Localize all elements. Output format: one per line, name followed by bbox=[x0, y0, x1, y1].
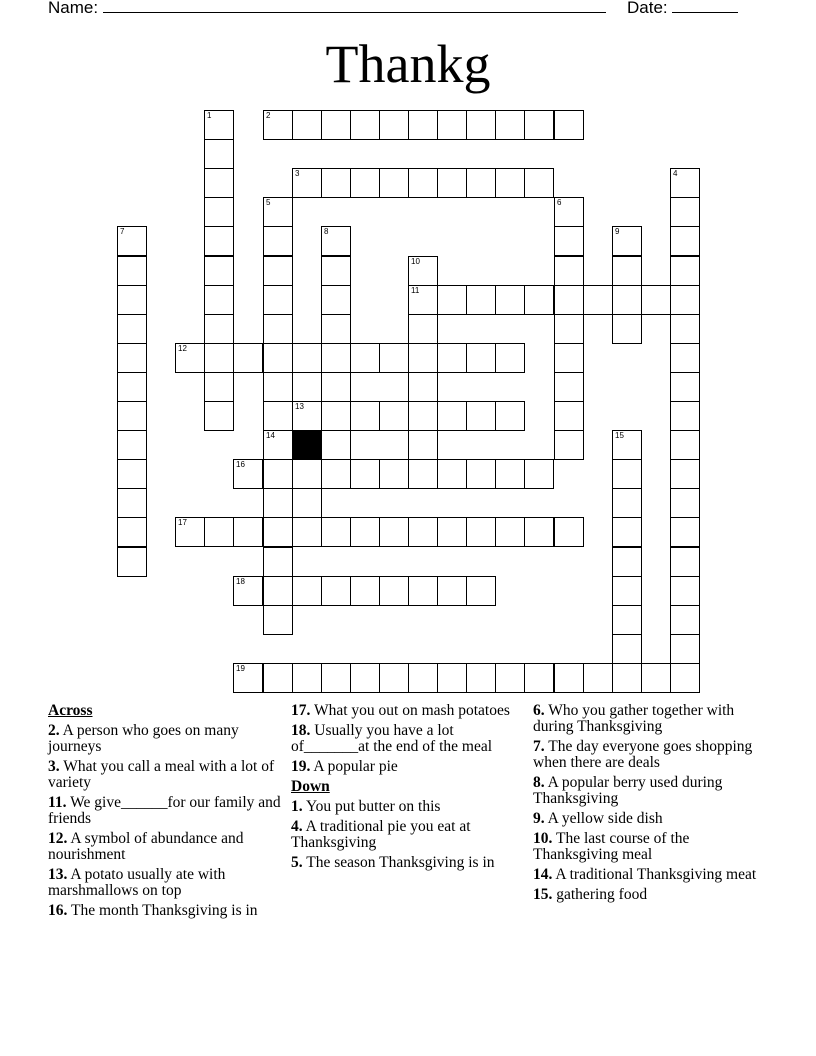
grid-cell[interactable] bbox=[612, 547, 642, 577]
grid-cell[interactable] bbox=[670, 605, 700, 635]
clue-down-7: 7. The day everyone goes shopping when there are deals bbox=[533, 738, 753, 771]
grid-cell[interactable] bbox=[233, 343, 263, 373]
grid-cell[interactable] bbox=[263, 663, 293, 693]
grid-cell[interactable] bbox=[204, 226, 234, 256]
grid-cell[interactable] bbox=[408, 663, 438, 693]
grid-cell[interactable] bbox=[670, 314, 700, 344]
grid-cell[interactable] bbox=[379, 663, 409, 693]
grid-cell[interactable] bbox=[670, 547, 700, 577]
grid-cell[interactable] bbox=[670, 372, 700, 402]
grid-cell[interactable] bbox=[292, 517, 322, 547]
grid-cell[interactable] bbox=[263, 314, 293, 344]
clue-number: 10 bbox=[411, 257, 420, 266]
grid-cell[interactable] bbox=[408, 285, 438, 315]
grid-cell[interactable] bbox=[466, 110, 496, 140]
clue-across-18: 18. Usually you have a lot of_______at the end of the meal bbox=[291, 722, 493, 755]
grid-cell[interactable] bbox=[670, 343, 700, 373]
grid-cell[interactable] bbox=[466, 285, 496, 315]
grid-cell[interactable] bbox=[321, 430, 351, 460]
grid-cell[interactable] bbox=[612, 285, 642, 315]
clue-down-6: 6. Who you gather together with during Thanksgiving bbox=[533, 702, 735, 735]
grid-cell[interactable] bbox=[263, 488, 293, 518]
grid-cell[interactable] bbox=[641, 285, 671, 315]
grid-cell[interactable] bbox=[117, 285, 147, 315]
grid-cell[interactable] bbox=[524, 110, 554, 140]
grid-cell[interactable] bbox=[233, 576, 263, 606]
clue-across-13: 13. A potato usually ate with marshmallows on top bbox=[48, 866, 226, 899]
grid-cell[interactable] bbox=[612, 459, 642, 489]
clue-down-5: 5. The season Thanksgiving is in bbox=[291, 854, 495, 871]
clue-number: 18 bbox=[236, 577, 245, 586]
grid-cell[interactable] bbox=[292, 343, 322, 373]
grid-cell[interactable] bbox=[292, 401, 322, 431]
clue-number: 5 bbox=[266, 198, 271, 207]
grid-cell[interactable] bbox=[437, 401, 467, 431]
grid-cell[interactable] bbox=[554, 256, 584, 286]
grid-cell[interactable] bbox=[263, 256, 293, 286]
grid-cell[interactable] bbox=[292, 663, 322, 693]
grid-cell[interactable] bbox=[670, 401, 700, 431]
grid-cell[interactable] bbox=[437, 343, 467, 373]
grid-cell[interactable] bbox=[321, 576, 351, 606]
grid-cell[interactable] bbox=[554, 314, 584, 344]
clue-number: 11 bbox=[411, 286, 420, 295]
grid-cell[interactable] bbox=[408, 314, 438, 344]
grid-cell[interactable] bbox=[524, 517, 554, 547]
grid-cell[interactable] bbox=[408, 401, 438, 431]
clue-number: 14 bbox=[266, 431, 275, 440]
grid-cell[interactable] bbox=[554, 343, 584, 373]
grid-cell[interactable] bbox=[641, 663, 671, 693]
grid-cell[interactable] bbox=[321, 663, 351, 693]
grid-cell[interactable] bbox=[670, 488, 700, 518]
grid-cell[interactable] bbox=[350, 459, 380, 489]
grid-cell[interactable] bbox=[321, 110, 351, 140]
clue-across-2: 2. A person who goes on many journeys bbox=[48, 722, 239, 755]
grid-cell[interactable] bbox=[495, 401, 525, 431]
grid-cell[interactable] bbox=[583, 285, 613, 315]
grid-cell[interactable] bbox=[263, 372, 293, 402]
grid-cell[interactable] bbox=[554, 401, 584, 431]
grid-cell[interactable] bbox=[263, 459, 293, 489]
date-label: Date: bbox=[627, 0, 668, 17]
grid-cell[interactable] bbox=[408, 168, 438, 198]
clue-across-19: 19. A popular pie bbox=[291, 758, 398, 775]
grid-cell[interactable] bbox=[495, 663, 525, 693]
grid-cell[interactable] bbox=[554, 285, 584, 315]
grid-cell[interactable] bbox=[670, 168, 700, 198]
clue-number: 2 bbox=[266, 111, 271, 120]
grid-cell[interactable] bbox=[263, 517, 293, 547]
down-heading: Down bbox=[291, 778, 330, 795]
grid-cell[interactable] bbox=[554, 226, 584, 256]
clue-across-17: 17. What you out on mash potatoes bbox=[291, 702, 510, 719]
grid-cell[interactable] bbox=[321, 517, 351, 547]
grid-cell[interactable] bbox=[408, 517, 438, 547]
grid-cell[interactable] bbox=[495, 168, 525, 198]
grid-cell[interactable] bbox=[612, 663, 642, 693]
clue-down-8: 8. A popular berry used during Thanksgiving bbox=[533, 774, 723, 807]
grid-cell[interactable] bbox=[670, 663, 700, 693]
grid-cell[interactable] bbox=[612, 226, 642, 256]
grid-cell[interactable] bbox=[495, 517, 525, 547]
clue-across-16: 16. The month Thanksgiving is in bbox=[48, 902, 258, 919]
grid-cell[interactable] bbox=[233, 663, 263, 693]
grid-cell[interactable] bbox=[117, 459, 147, 489]
grid-cell[interactable] bbox=[379, 168, 409, 198]
clue-across-12: 12. A symbol of abundance and nourishment bbox=[48, 830, 244, 863]
grid-cell[interactable] bbox=[670, 226, 700, 256]
grid-cell[interactable] bbox=[379, 517, 409, 547]
grid-cell[interactable] bbox=[350, 517, 380, 547]
grid-cell[interactable] bbox=[292, 488, 322, 518]
grid-cell[interactable] bbox=[612, 634, 642, 664]
grid-cell[interactable] bbox=[437, 517, 467, 547]
grid-cell[interactable] bbox=[612, 488, 642, 518]
grid-cell[interactable] bbox=[350, 110, 380, 140]
clue-number: 3 bbox=[295, 169, 300, 178]
grid-cell[interactable] bbox=[612, 256, 642, 286]
clues-column-3 bbox=[533, 703, 769, 907]
grid-cell[interactable] bbox=[379, 343, 409, 373]
grid-cell[interactable] bbox=[495, 110, 525, 140]
grid-cell[interactable] bbox=[175, 343, 205, 373]
grid-cell[interactable] bbox=[204, 343, 234, 373]
grid-cell[interactable] bbox=[117, 488, 147, 518]
grid-cell[interactable] bbox=[554, 372, 584, 402]
grid-cell[interactable] bbox=[437, 576, 467, 606]
grid-cell[interactable] bbox=[495, 459, 525, 489]
grid-cell[interactable] bbox=[670, 517, 700, 547]
grid-cell[interactable] bbox=[408, 372, 438, 402]
grid-cell[interactable] bbox=[321, 401, 351, 431]
grid-cell[interactable] bbox=[670, 197, 700, 227]
grid-cell[interactable] bbox=[350, 663, 380, 693]
grid-cell[interactable] bbox=[117, 256, 147, 286]
grid-cell[interactable] bbox=[437, 285, 467, 315]
grid-cell[interactable] bbox=[292, 576, 322, 606]
grid-cell[interactable] bbox=[554, 110, 584, 140]
clue-number: 1 bbox=[207, 111, 212, 120]
grid-cell[interactable] bbox=[233, 517, 263, 547]
grid-cell[interactable] bbox=[292, 459, 322, 489]
grid-cell[interactable] bbox=[350, 401, 380, 431]
clue-number: 17 bbox=[178, 518, 187, 527]
clue-across-11: 11. We give______for our family and friends bbox=[48, 794, 281, 827]
grid-cell[interactable] bbox=[408, 459, 438, 489]
grid-cell[interactable] bbox=[204, 401, 234, 431]
clue-number: 13 bbox=[295, 402, 304, 411]
grid-cell[interactable] bbox=[466, 576, 496, 606]
grid-cell[interactable] bbox=[437, 459, 467, 489]
grid-cell[interactable] bbox=[204, 139, 234, 169]
grid-cell[interactable] bbox=[117, 401, 147, 431]
clue-down-1: 1. You put butter on this bbox=[291, 798, 441, 815]
grid-cell[interactable] bbox=[117, 343, 147, 373]
grid-cell[interactable] bbox=[117, 314, 147, 344]
grid-cell[interactable] bbox=[524, 663, 554, 693]
grid-cell[interactable] bbox=[466, 401, 496, 431]
clue-number: 16 bbox=[236, 460, 245, 469]
grid-cell[interactable] bbox=[670, 285, 700, 315]
grid-cell[interactable] bbox=[263, 605, 293, 635]
grid-cell[interactable] bbox=[321, 226, 351, 256]
grid-cell[interactable] bbox=[466, 459, 496, 489]
grid-cell[interactable] bbox=[437, 168, 467, 198]
grid-cell[interactable] bbox=[524, 285, 554, 315]
clue-number: 12 bbox=[178, 344, 187, 353]
grid-cell[interactable] bbox=[670, 634, 700, 664]
clue-down-14: 14. A traditional Thanksgiving meat bbox=[533, 866, 757, 883]
grid-cell[interactable] bbox=[612, 576, 642, 606]
grid-cell[interactable] bbox=[583, 663, 613, 693]
grid-cell[interactable] bbox=[263, 547, 293, 577]
grid-cell[interactable] bbox=[263, 576, 293, 606]
clue-number: 6 bbox=[557, 198, 562, 207]
grid-cell[interactable] bbox=[204, 197, 234, 227]
grid-cell[interactable] bbox=[321, 168, 351, 198]
grid-cell[interactable] bbox=[670, 459, 700, 489]
black-cell bbox=[292, 430, 322, 460]
grid-cell[interactable] bbox=[117, 517, 147, 547]
grid-cell[interactable] bbox=[466, 663, 496, 693]
grid-cell[interactable] bbox=[263, 401, 293, 431]
clue-number: 9 bbox=[615, 227, 620, 236]
clues-column-1 bbox=[48, 703, 284, 923]
grid-cell[interactable] bbox=[321, 314, 351, 344]
grid-cell[interactable] bbox=[612, 314, 642, 344]
grid-cell[interactable] bbox=[321, 256, 351, 286]
across-heading: Across bbox=[48, 702, 93, 719]
grid-cell[interactable] bbox=[204, 110, 234, 140]
grid-cell[interactable] bbox=[263, 226, 293, 256]
grid-cell[interactable] bbox=[495, 343, 525, 373]
grid-cell[interactable] bbox=[117, 226, 147, 256]
grid-cell[interactable] bbox=[408, 430, 438, 460]
grid-cell[interactable] bbox=[350, 343, 380, 373]
grid-cell[interactable] bbox=[408, 576, 438, 606]
clue-across-3: 3. What you call a meal with a lot of variety bbox=[48, 758, 275, 791]
grid-cell[interactable] bbox=[379, 401, 409, 431]
grid-cell[interactable] bbox=[379, 576, 409, 606]
clue-number: 8 bbox=[324, 227, 329, 236]
grid-cell[interactable] bbox=[554, 430, 584, 460]
grid-cell[interactable] bbox=[612, 430, 642, 460]
grid-cell[interactable] bbox=[292, 168, 322, 198]
clue-down-10: 10. The last course of the Thanksgiving meal bbox=[533, 830, 690, 863]
grid-cell[interactable] bbox=[263, 430, 293, 460]
grid-cell[interactable] bbox=[670, 576, 700, 606]
grid-cell[interactable] bbox=[117, 372, 147, 402]
grid-cell[interactable] bbox=[321, 372, 351, 402]
grid-cell[interactable] bbox=[670, 430, 700, 460]
grid-cell[interactable] bbox=[321, 285, 351, 315]
grid-cell[interactable] bbox=[554, 663, 584, 693]
grid-cell[interactable] bbox=[204, 285, 234, 315]
grid-cell[interactable] bbox=[408, 110, 438, 140]
puzzle-title: Thankg bbox=[325, 34, 491, 94]
grid-cell[interactable] bbox=[379, 110, 409, 140]
grid-cell[interactable] bbox=[524, 168, 554, 198]
grid-cell[interactable] bbox=[263, 343, 293, 373]
grid-cell[interactable] bbox=[321, 459, 351, 489]
grid-cell[interactable] bbox=[204, 517, 234, 547]
grid-cell[interactable] bbox=[466, 168, 496, 198]
grid-cell[interactable] bbox=[204, 256, 234, 286]
clue-number: 15 bbox=[615, 431, 624, 440]
grid-cell[interactable] bbox=[437, 110, 467, 140]
grid-cell[interactable] bbox=[321, 343, 351, 373]
grid-cell[interactable] bbox=[437, 663, 467, 693]
grid-cell[interactable] bbox=[350, 168, 380, 198]
clue-down-4: 4. A traditional pie you eat at Thanksgiving bbox=[291, 818, 471, 851]
grid-cell[interactable] bbox=[233, 459, 263, 489]
grid-cell[interactable] bbox=[466, 343, 496, 373]
grid-cell[interactable] bbox=[554, 197, 584, 227]
grid-cell[interactable] bbox=[204, 314, 234, 344]
clue-number: 19 bbox=[236, 664, 245, 673]
grid-cell[interactable] bbox=[379, 459, 409, 489]
grid-cell[interactable] bbox=[263, 285, 293, 315]
grid-cell[interactable] bbox=[117, 430, 147, 460]
grid-cell[interactable] bbox=[175, 517, 205, 547]
clue-down-15: 15. gathering food bbox=[533, 886, 648, 903]
grid-cell[interactable] bbox=[524, 459, 554, 489]
clue-down-9: 9. A yellow side dish bbox=[533, 810, 663, 827]
grid-cell[interactable] bbox=[554, 517, 584, 547]
grid-cell[interactable] bbox=[292, 110, 322, 140]
grid-cell[interactable] bbox=[408, 343, 438, 373]
grid-cell[interactable] bbox=[466, 517, 496, 547]
grid-cell[interactable] bbox=[263, 110, 293, 140]
grid-cell[interactable] bbox=[612, 605, 642, 635]
grid-cell[interactable] bbox=[117, 547, 147, 577]
clue-number: 7 bbox=[120, 227, 125, 236]
grid-cell[interactable] bbox=[612, 517, 642, 547]
grid-cell[interactable] bbox=[350, 576, 380, 606]
grid-cell[interactable] bbox=[204, 168, 234, 198]
grid-cell[interactable] bbox=[495, 285, 525, 315]
clue-number: 4 bbox=[673, 169, 678, 178]
grid-cell[interactable] bbox=[204, 372, 234, 402]
grid-cell[interactable] bbox=[670, 256, 700, 286]
grid-cell[interactable] bbox=[408, 256, 438, 286]
grid-cell[interactable] bbox=[263, 197, 293, 227]
clues-column-2 bbox=[291, 703, 527, 875]
name-label: Name: bbox=[48, 0, 99, 17]
